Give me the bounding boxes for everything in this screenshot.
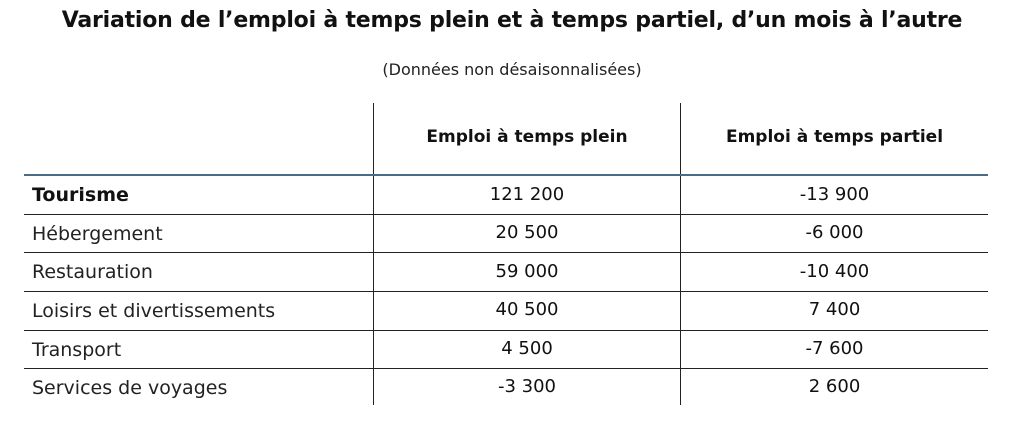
row-rule-3 <box>24 291 988 292</box>
cell-tourisme-part-time: -13 900 <box>799 184 870 205</box>
column-divider-2 <box>680 103 681 405</box>
cell-loisirs-full-time: 40 500 <box>495 299 559 320</box>
row-rule-1 <box>24 214 988 215</box>
cell-transport-part-time: -7 600 <box>805 338 864 359</box>
row-label-transport: Transport <box>32 339 122 361</box>
cell-transport-full-time: 4 500 <box>501 338 553 359</box>
column-divider-1 <box>373 103 374 405</box>
cell-restauration-part-time: -10 400 <box>799 261 870 282</box>
cell-hebergement-part-time: -6 000 <box>805 222 864 243</box>
chart-title: Variation de l’emploi à temps plein et à temps partiel, d’un mois à l’autre <box>61 8 963 33</box>
row-label-restauration: Restauration <box>32 261 153 283</box>
row-rule-4 <box>24 330 988 331</box>
column-header-part-time: Emploi à temps partiel <box>725 127 944 147</box>
cell-loisirs-part-time: 7 400 <box>808 299 861 320</box>
chart-subtitle: (Données non désaisonnalisées) <box>382 60 642 79</box>
row-label-hebergement: Hébergement <box>32 223 163 245</box>
cell-tourisme-full-time: 121 200 <box>489 184 565 205</box>
cell-services-voyages-full-time: -3 300 <box>497 376 557 397</box>
row-label-loisirs: Loisirs et divertissements <box>32 300 276 322</box>
row-label-tourisme: Tourisme <box>32 184 129 206</box>
row-rule-5 <box>24 368 988 369</box>
cell-hebergement-full-time: 20 500 <box>495 222 559 243</box>
row-label-services-voyages: Services de voyages <box>32 377 228 399</box>
row-rule-2 <box>24 252 988 253</box>
cell-restauration-full-time: 59 000 <box>495 261 559 282</box>
column-header-full-time: Emploi à temps plein <box>426 127 628 147</box>
cell-services-voyages-part-time: 2 600 <box>808 376 861 397</box>
header-rule <box>24 174 988 176</box>
